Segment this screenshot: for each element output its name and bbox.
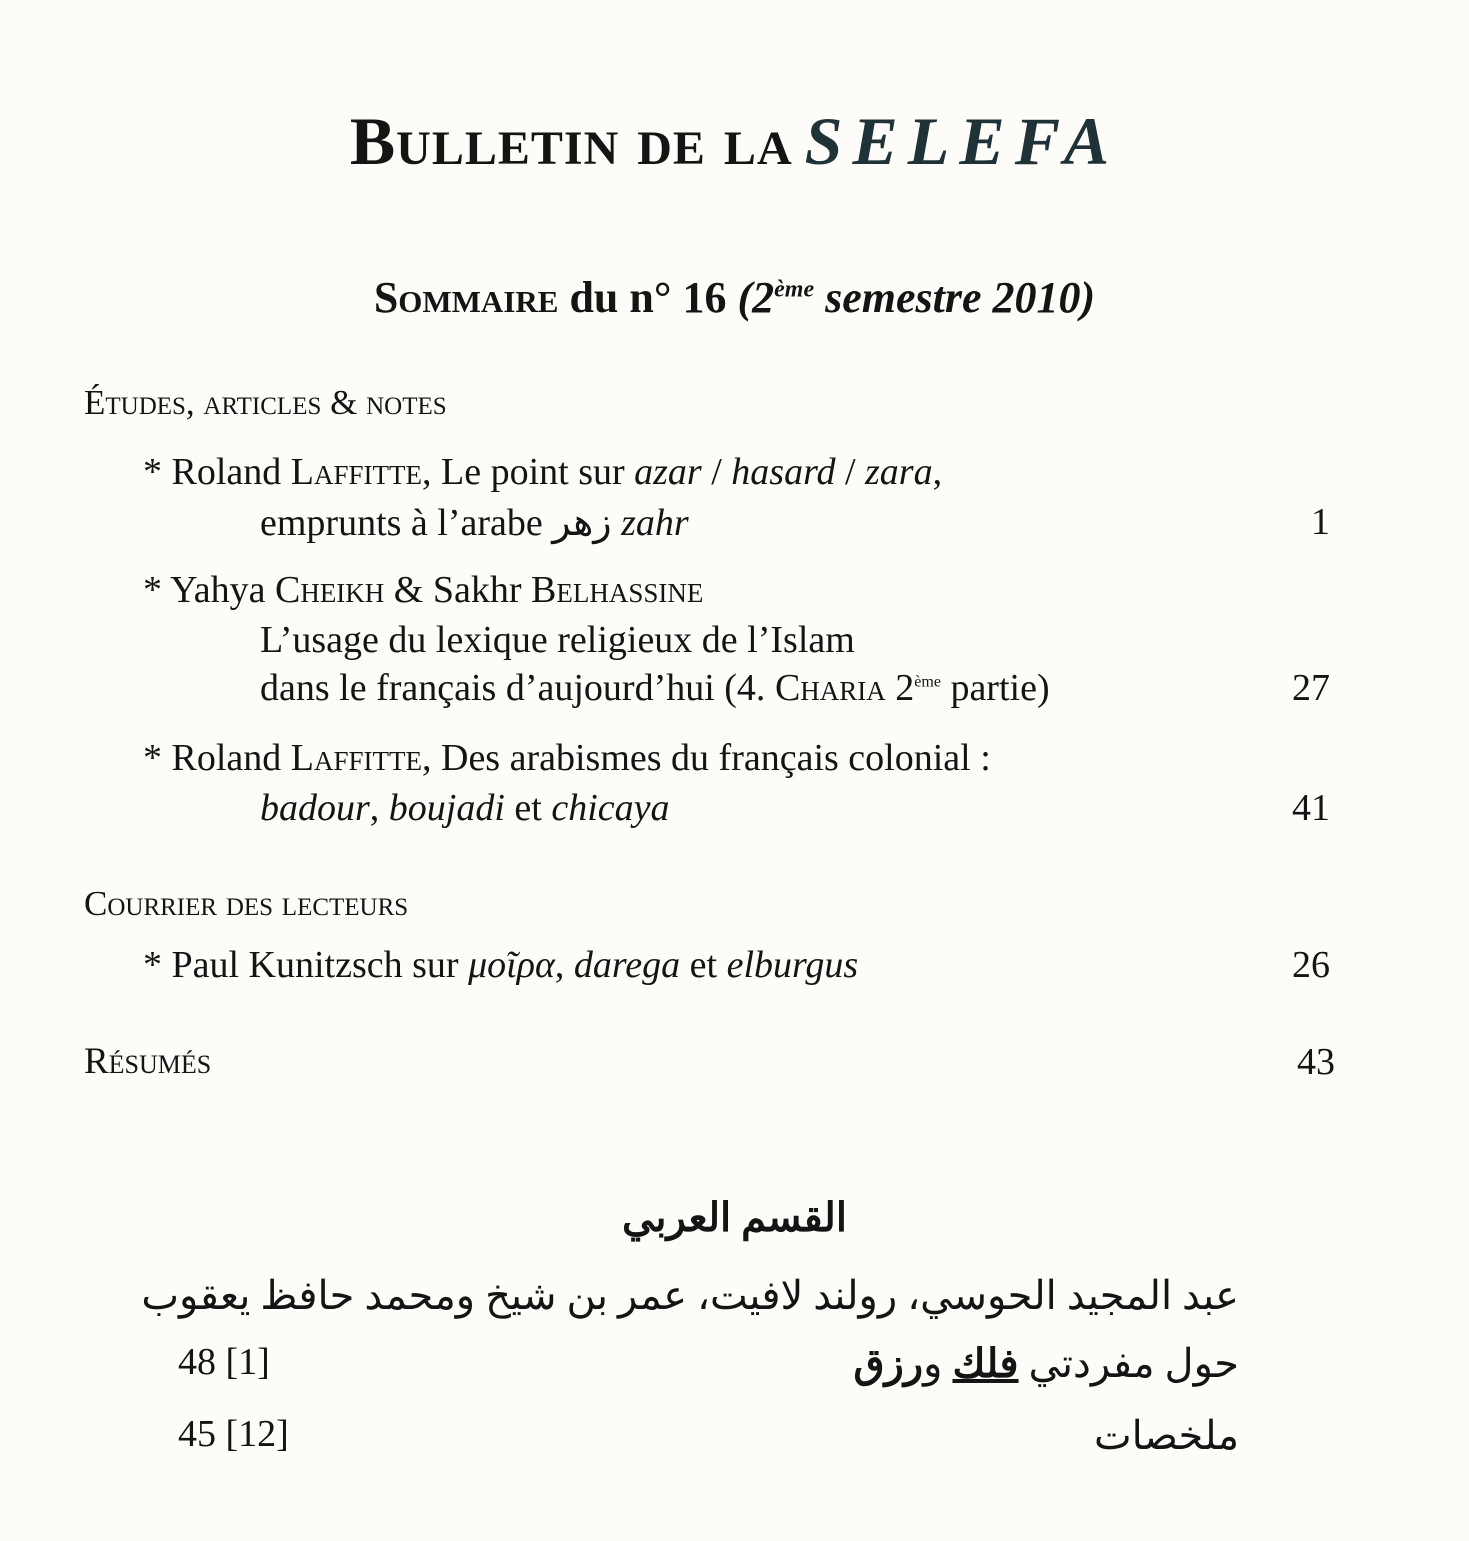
arabic-summaries: ملخصات	[1093, 1413, 1239, 1458]
section-heading-etudes: Études, articles & notes	[84, 383, 447, 422]
toc-entry-2-line3: dans le français d’aujourd’hui (4. Charia 2ème partie)	[260, 667, 1050, 709]
arabic-article-ref: 48 [1]	[178, 1341, 270, 1383]
section-heading-courrier: Courrier des lecteurs	[84, 884, 409, 923]
toc-entry-1-line2: emprunts à l’arabe زهر zahr	[260, 502, 689, 544]
arabic-authors: عبد المجيد الحوسي، رولند لافيت، عمر بن شيخ ومحمد حافظ يعقوب	[141, 1273, 1239, 1318]
section-heading-resumes: Résumés	[84, 1041, 212, 1082]
resumes-page: 43	[1297, 1041, 1335, 1083]
toc-entry-3-page: 41	[1292, 787, 1330, 829]
toc-entry-1-line1: * Roland Laffitte, Le point sur azar / hasard / zara,	[143, 451, 943, 493]
issue-number: du n° 16	[569, 273, 727, 322]
toc-entry-3-line2: badour, boujadi et chicaya	[260, 787, 670, 829]
toc-entry-2-line1: * Yahya Cheikh & Sakhr Belhassine	[143, 569, 704, 611]
arabic-section-title: القسم العربي	[622, 1195, 847, 1240]
toc-entry-courrier-1: * Paul Kunitzsch sur μοῖρα, darega et elburgus	[143, 944, 859, 986]
arabic-summaries-ref: 45 [12]	[178, 1413, 289, 1455]
toc-entry-courrier-1-page: 26	[1292, 944, 1330, 986]
title-accent: SELEFA	[804, 103, 1120, 179]
sommaire-label: Sommaire	[373, 273, 559, 322]
toc-entry-2-page: 27	[1292, 667, 1330, 709]
title-main: Bulletin de la	[349, 103, 793, 179]
toc-entry-3-line1: * Roland Laffitte, Des arabismes du français colonial :	[143, 737, 991, 779]
issue-period: (2ème semestre 2010)	[737, 273, 1096, 322]
toc-entry-2-line2: L’usage du lexique religieux de l’Islam	[260, 619, 855, 661]
sommaire-heading	[0, 272, 1469, 323]
toc-entry-1-page: 1	[1311, 501, 1330, 543]
bulletin-title	[0, 102, 1469, 181]
arabic-article-title: حول مفردتي فلك ورزق	[853, 1341, 1239, 1386]
